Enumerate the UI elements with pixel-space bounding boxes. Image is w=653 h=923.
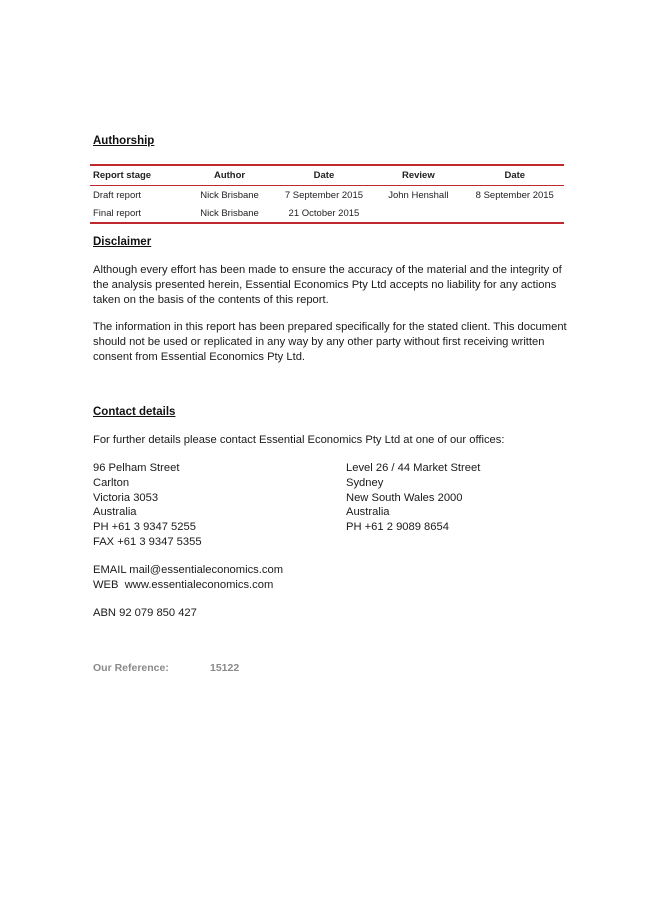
web-line: WEB www.essentialeconomics.com bbox=[93, 579, 274, 591]
address-line: Victoria 3053 bbox=[93, 491, 159, 504]
table-cell: Nick Brisbane bbox=[200, 207, 259, 219]
table-cell: Nick Brisbane bbox=[200, 189, 259, 201]
address-line: Australia bbox=[346, 506, 390, 519]
reference-value: 15122 bbox=[210, 662, 240, 674]
table-cell bbox=[466, 204, 564, 223]
table-cell: 21 October 2015 bbox=[288, 207, 360, 219]
column-header-date: Date bbox=[313, 170, 335, 181]
address-line: New South Wales 2000 bbox=[346, 491, 463, 504]
authorship-heading: Authorship bbox=[93, 135, 155, 147]
table-cell: John Henshall bbox=[388, 189, 449, 201]
reference-label: Our Reference: bbox=[93, 662, 169, 674]
table-cell: 8 September 2015 bbox=[475, 189, 554, 201]
office-address-sydney bbox=[346, 461, 480, 535]
address-line: Sydney bbox=[346, 476, 384, 489]
table-row bbox=[90, 204, 564, 223]
phone-line: PH +61 2 9089 8654 bbox=[346, 521, 449, 534]
column-header-author: Author bbox=[213, 170, 246, 181]
disclaimer-paragraph-2: The information in this report has been prepared specifically for the stated client. This document should not be used or replicated in any way by any other party without first receiving written consent from Essential Economics Pty Ltd. bbox=[93, 321, 567, 363]
column-header-report-stage: Report stage bbox=[93, 170, 152, 181]
table-cell: Final report bbox=[93, 207, 142, 219]
table-row bbox=[90, 186, 564, 205]
office-address-carlton bbox=[93, 461, 202, 550]
authorship-table bbox=[90, 164, 564, 224]
fax-line: FAX +61 3 9347 5355 bbox=[93, 535, 202, 548]
contact-heading: Contact details bbox=[93, 406, 176, 418]
table-cell: Draft report bbox=[93, 189, 142, 201]
abn-line: ABN 92 079 850 427 bbox=[93, 607, 197, 619]
address-line: Level 26 / 44 Market Street bbox=[346, 462, 481, 474]
table-cell bbox=[371, 204, 465, 223]
contact-intro: For further details please contact Essential Economics Pty Ltd at one of our offices: bbox=[93, 434, 505, 446]
table-header-row bbox=[90, 165, 564, 186]
email-line: EMAIL mail@essentialeconomics.com bbox=[93, 564, 284, 576]
disclaimer-paragraph-1: Although every effort has been made to ensure the accuracy of the material and the integrity of the analysis presented herein, Essential Economics Pty Ltd accepts no liability for any actions taken on the basis of the contents of this report. bbox=[93, 264, 562, 306]
address-line: Carlton bbox=[93, 476, 130, 489]
table-cell: 7 September 2015 bbox=[284, 189, 364, 201]
address-line: 96 Pelham Street bbox=[93, 462, 180, 474]
column-header-review-date: Date bbox=[504, 170, 526, 181]
phone-line: PH +61 3 9347 5255 bbox=[93, 521, 196, 534]
column-header-review: Review bbox=[401, 170, 435, 181]
address-line: Australia bbox=[93, 506, 137, 519]
disclaimer-heading: Disclaimer bbox=[93, 236, 152, 248]
